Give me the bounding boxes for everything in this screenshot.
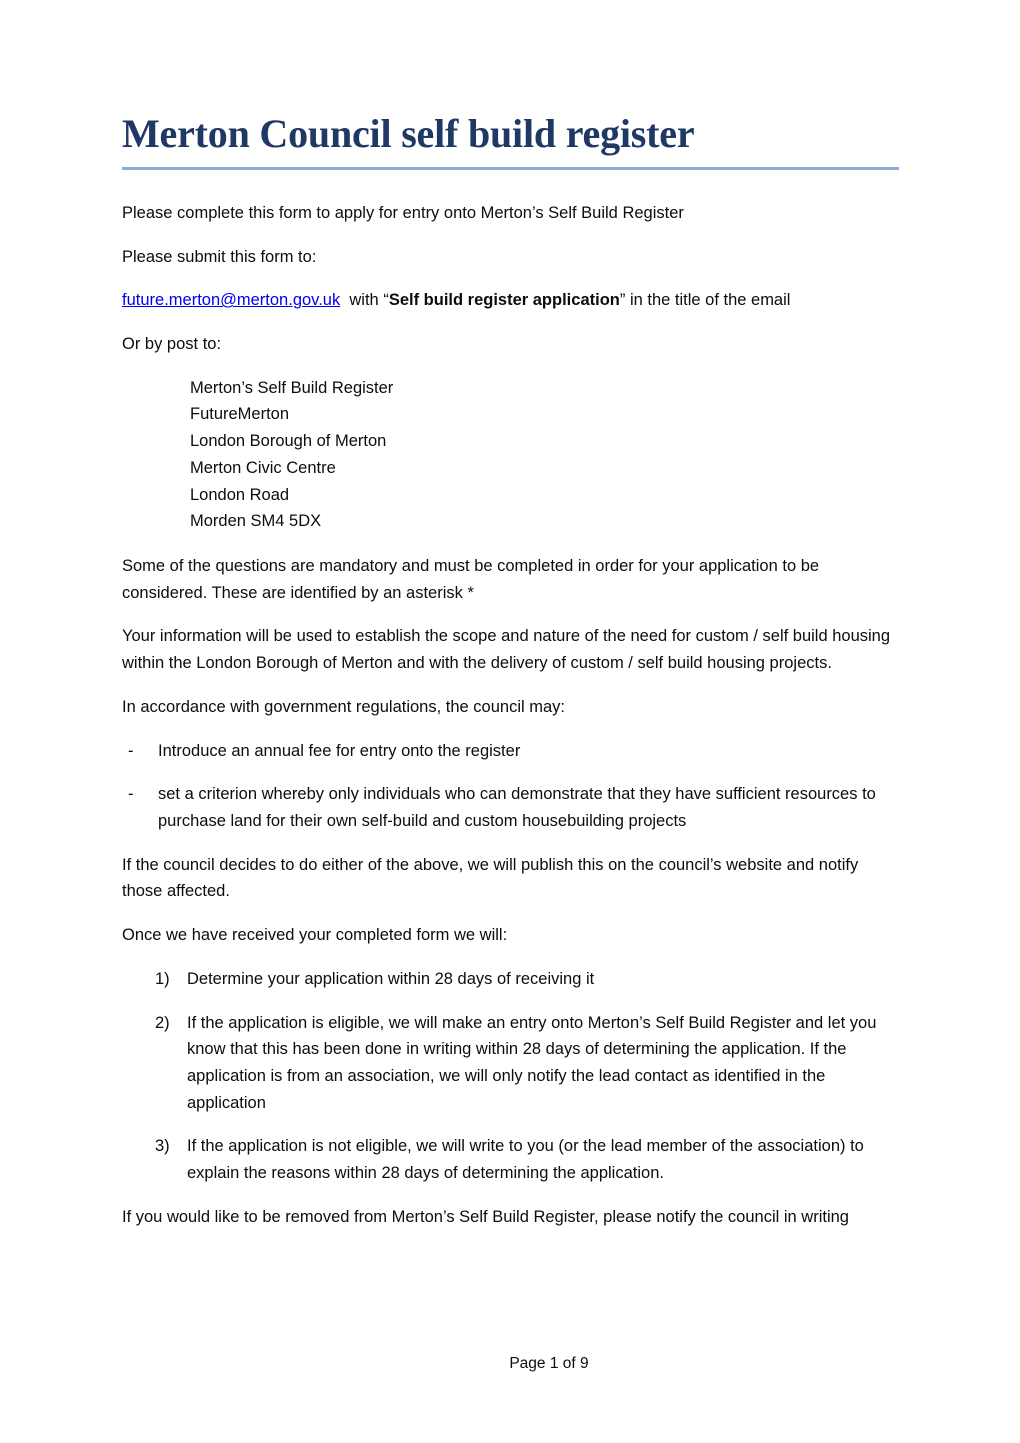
once-received-intro: Once we have received your completed form we will: [122, 926, 508, 945]
regulations-intro: In accordance with government regulations, the council may: [122, 697, 565, 716]
address-line: Morden SM4 5DX [190, 512, 322, 531]
list-item-text: Determine your application within 28 days of receiving it [187, 969, 595, 988]
process-steps-list [122, 966, 900, 1187]
information-use-note: Your information will be used to establish the scope and nature of the need for custom / self build housing within the London Borough of Merton and with the delivery of custom / self build housing projects. [122, 627, 891, 673]
email-before-bold: with “ [349, 291, 389, 310]
page-footer [0, 1355, 1020, 1373]
document-content [122, 112, 900, 1248]
postal-address-block [122, 375, 900, 535]
list-item [122, 1010, 900, 1117]
dash-marker-icon: - [128, 741, 134, 760]
list-number-marker: 2) [155, 1013, 170, 1032]
page-title: Merton Council self build register [122, 111, 695, 156]
list-item-text: If the application is not eligible, we will write to you (or the lead member of the association) to explain the reasons within 28 days of determining the application. [187, 1137, 864, 1183]
page-number: Page 1 of 9 [509, 1355, 589, 1372]
list-item-text: Introduce an annual fee for entry onto the register [158, 741, 521, 760]
address-line: London Road [190, 485, 290, 504]
title-divider [122, 167, 899, 170]
removal-note: If you would like to be removed from Merton’s Self Build Register, please notify the council in writing [122, 1207, 849, 1226]
post-instruction: Or by post to: [122, 334, 222, 353]
address-line: Merton Civic Centre [190, 458, 336, 477]
submit-instruction: Please submit this form to: [122, 247, 317, 266]
regulations-list [122, 738, 900, 835]
email-subject-bold: Self build register application [388, 291, 620, 310]
intro-paragraph: Please complete this form to apply for entry onto Merton’s Self Build Register [122, 203, 684, 222]
list-number-marker: 3) [155, 1137, 170, 1156]
address-line: London Borough of Merton [190, 432, 387, 451]
address-line: Merton’s Self Build Register [190, 378, 394, 397]
email-after-bold: ” in the title of the email [619, 291, 791, 310]
publish-note: If the council decides to do either of the above, we will publish this on the council’s website and notify those affected. [122, 855, 859, 901]
list-number-marker: 1) [155, 969, 170, 988]
list-item [122, 781, 900, 834]
email-link[interactable]: future.merton@merton.gov.uk [122, 291, 341, 310]
dash-marker-icon: - [128, 785, 134, 804]
mandatory-questions-note: Some of the questions are mandatory and must be completed in order for your application to be considered. These are identified by an asterisk * [122, 556, 820, 602]
list-item [122, 966, 900, 993]
list-item-text: set a criterion whereby only individuals who can demonstrate that they have sufficient resources to purchase land for their own self-build and custom housebuilding projects [158, 785, 876, 831]
list-item [122, 738, 900, 765]
email-instruction-paragraph [122, 287, 900, 314]
list-item [122, 1133, 900, 1186]
list-item-text: If the application is eligible, we will make an entry onto Merton’s Self Build Register and let you know that this has been done in writing within 28 days of determining the application. If the application is from an association, we will only notify the lead contact as identified in the application [187, 1013, 877, 1112]
address-line: FutureMerton [190, 405, 290, 424]
